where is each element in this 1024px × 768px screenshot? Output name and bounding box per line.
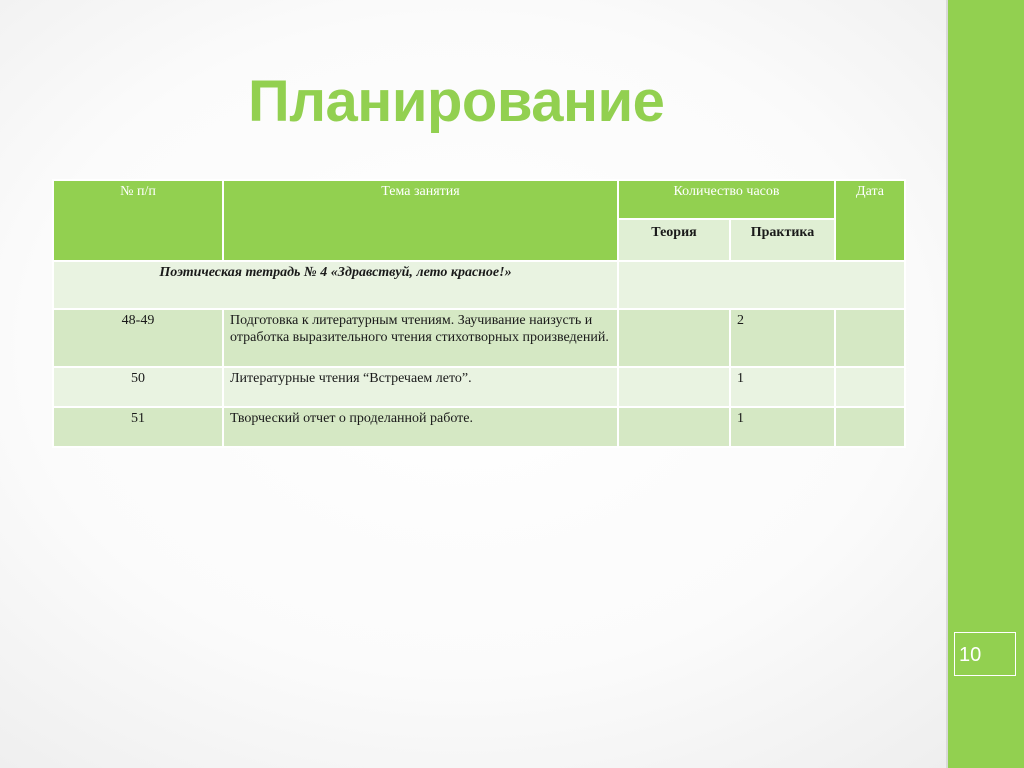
row-date: [835, 407, 905, 447]
row-topic: Подготовка к литературным чтениям. Заучивание наизусть и отработка выразительного чтения стихотворных произведений.: [223, 309, 618, 367]
header-row: [53, 180, 905, 219]
header-hours: Количество часов: [618, 180, 835, 219]
row-topic: Литературные чтения “Встречаем лето”.: [223, 367, 618, 407]
row-practice: 1: [730, 367, 835, 407]
row-topic: Творческий отчет о проделанной работе.: [223, 407, 618, 447]
table-row: [53, 367, 905, 407]
row-num: 50: [53, 367, 223, 407]
row-practice: 2: [730, 309, 835, 367]
header-practice: Практика: [730, 219, 835, 261]
section-empty-cell: [618, 261, 905, 309]
table-row: [53, 407, 905, 447]
row-theory: [618, 367, 730, 407]
row-num: 51: [53, 407, 223, 447]
row-date: [835, 367, 905, 407]
slide-number: 10: [954, 632, 1016, 676]
row-practice: 1: [730, 407, 835, 447]
header-theory: Теория: [618, 219, 730, 261]
header-num: № п/п: [53, 180, 223, 261]
section-title: Поэтическая тетрадь № 4 «Здравствуй, лето красное!»: [53, 261, 618, 309]
row-theory: [618, 309, 730, 367]
row-num: 48-49: [53, 309, 223, 367]
row-date: [835, 309, 905, 367]
table-row: [53, 309, 905, 367]
header-date: Дата: [835, 180, 905, 261]
slide-title: Планирование: [248, 69, 665, 134]
header-topic: Тема занятия: [223, 180, 618, 261]
section-row: [53, 261, 905, 309]
row-theory: [618, 407, 730, 447]
planning-table: [52, 179, 906, 448]
